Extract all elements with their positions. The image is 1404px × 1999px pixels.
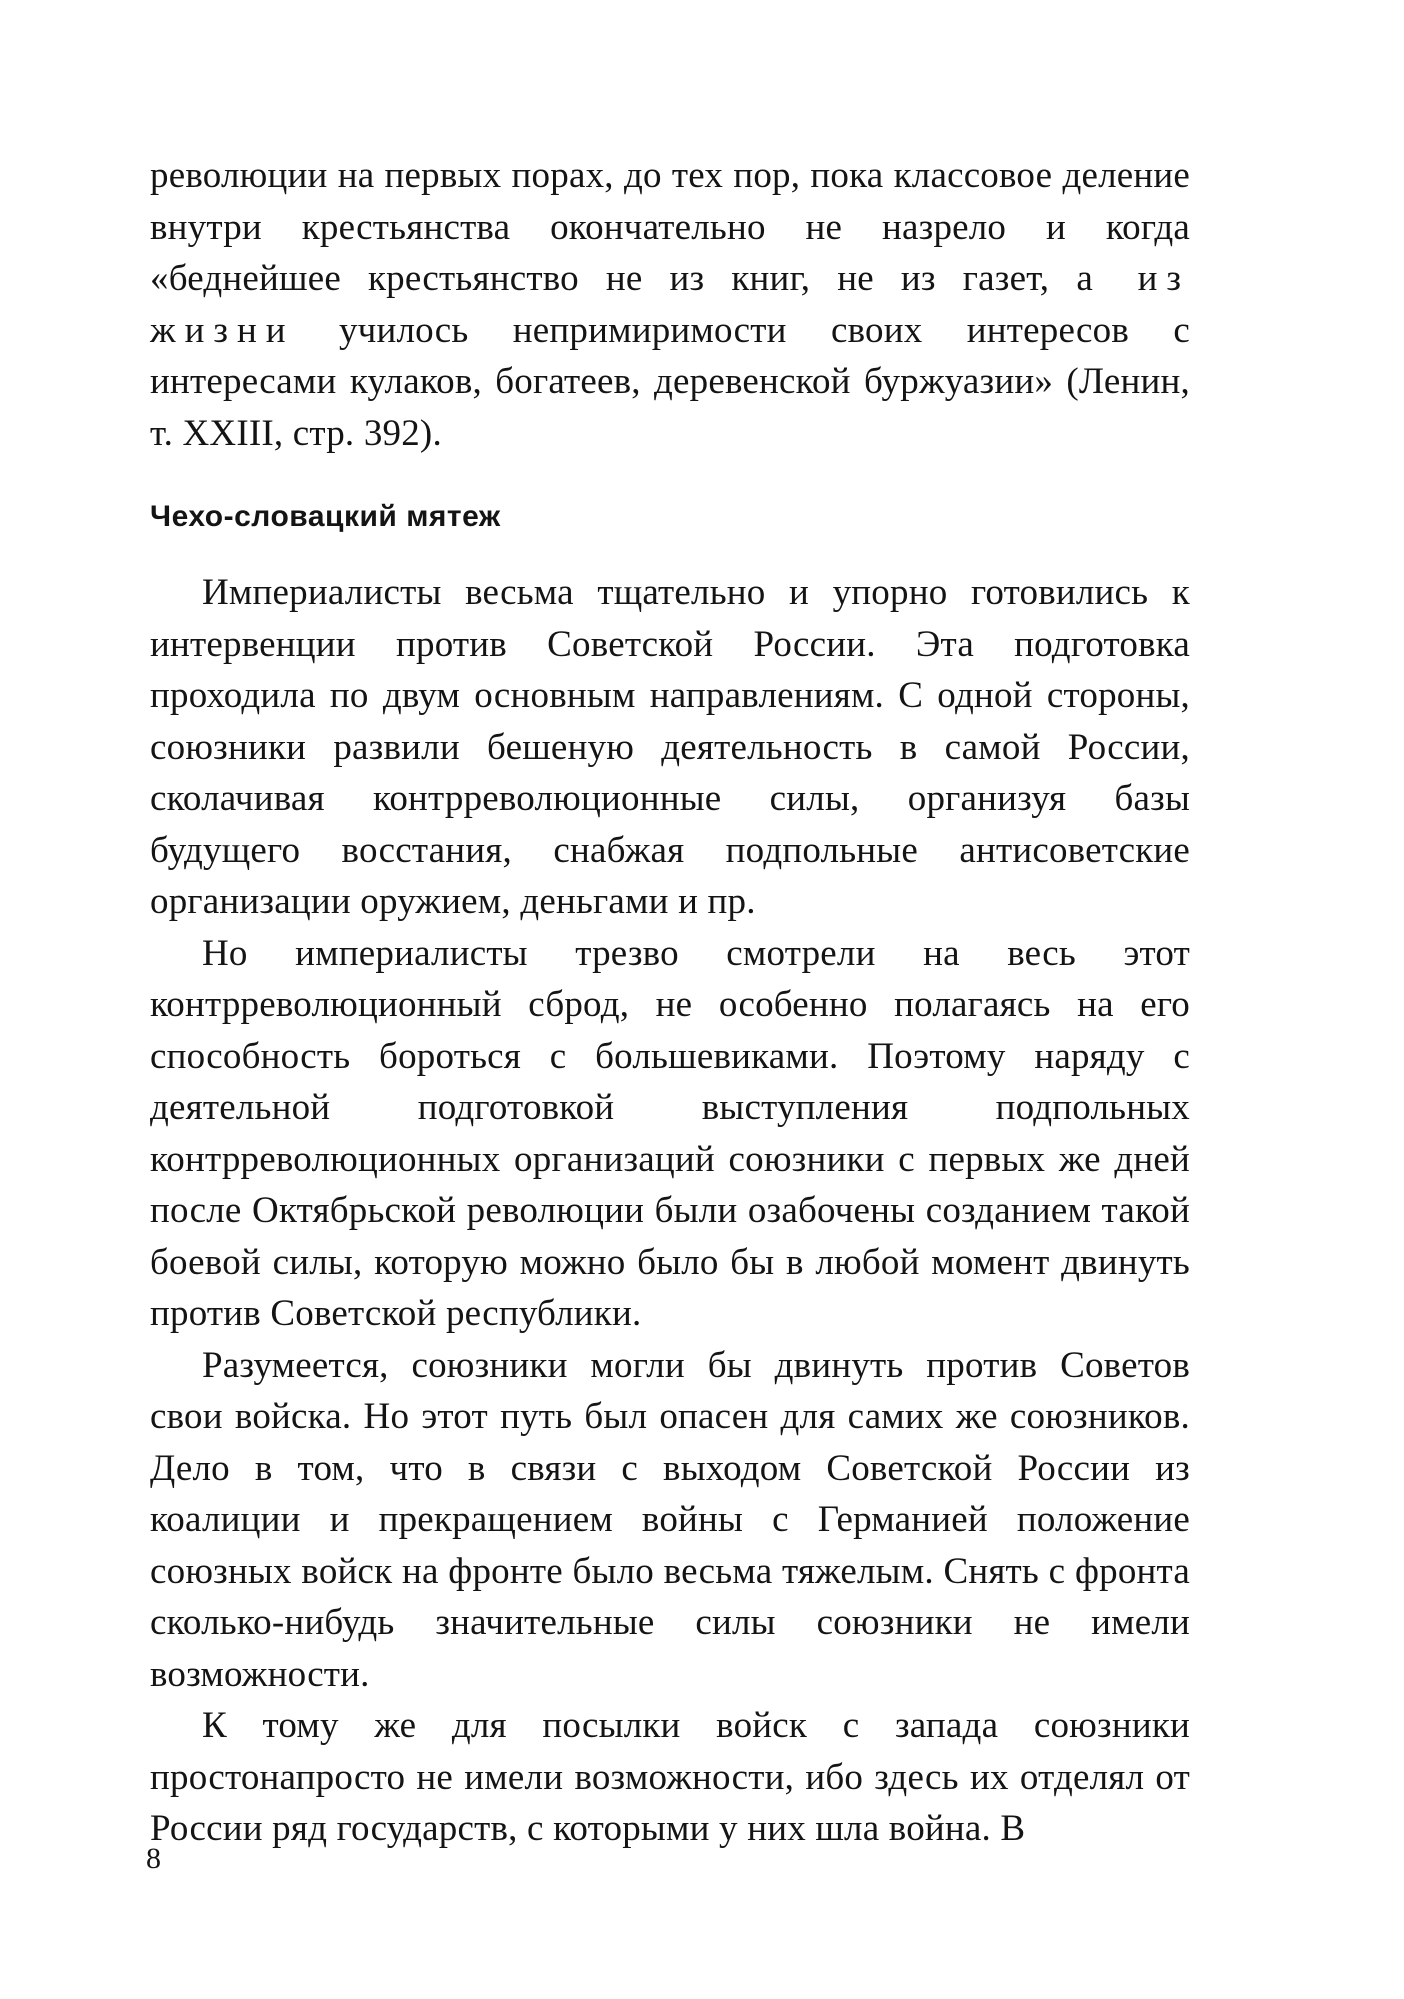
paragraph-text-before: революции на первых порах, до тех пор, пока классовое деление внутри крестьянства окончательно не назрело и когда «беднейшее крестьянство не из книг, не из газет, (150, 155, 1190, 299)
emphasized-spaced-text: а из жизни (150, 258, 1190, 351)
page-number: 8 (146, 1842, 161, 1875)
section-heading: Чехо-словацкий мятеж (150, 500, 501, 533)
paragraph-continuation (150, 150, 1190, 459)
text-column (150, 150, 1190, 1855)
paragraph-text-after: училось непримиримости своих интересов с интересами кулаков, богатеев, деревенской буржуазии» (Ленин, т. XXIII, стр. 392). (150, 309, 1190, 454)
body-paragraph-1: Империалисты весьма тщательно и упорно готовились к интервенции против Советской России. Эта подготовка проходила по двум основным направлениям. С одной стороны, союзники развили бешеную деятельность в самой России, сколачивая контрреволюционные силы, организуя базы будущего восстания, снабжая подпольные антисоветские организации оружием, деньгами и пр. (150, 572, 1190, 922)
body-paragraph-4: К тому же для посылки войск с запада союзники простонапросто не имели возможности, ибо здесь их отделял от России ряд государств, с которыми у них шла война. В (150, 1705, 1190, 1849)
body-paragraph-3: Разумеется, союзники могли бы двинуть против Советов свои войска. Но этот путь был опасен для самих же союзников. Дело в том, что в связи с выходом Советской России из коалиции и прекращением войны с Германией положение союзных войск на фронте было весьма тяжелым. Снять с фронта сколько-нибудь значительные силы союзники не имели возможности. (150, 1344, 1190, 1695)
body-paragraph-2: Но империалисты трезво смотрели на весь этот контрреволюционный сброд, не особенно полагаясь на его способность бороться с большевиками. Поэтому наряду с деятельной подготовкой выступления подпольных контрреволюционных организаций союзники с первых же дней после Октябрьской революции были озабочены созданием такой боевой силы, которую можно было бы в любой момент двинуть против Советской республики. (150, 932, 1190, 1334)
